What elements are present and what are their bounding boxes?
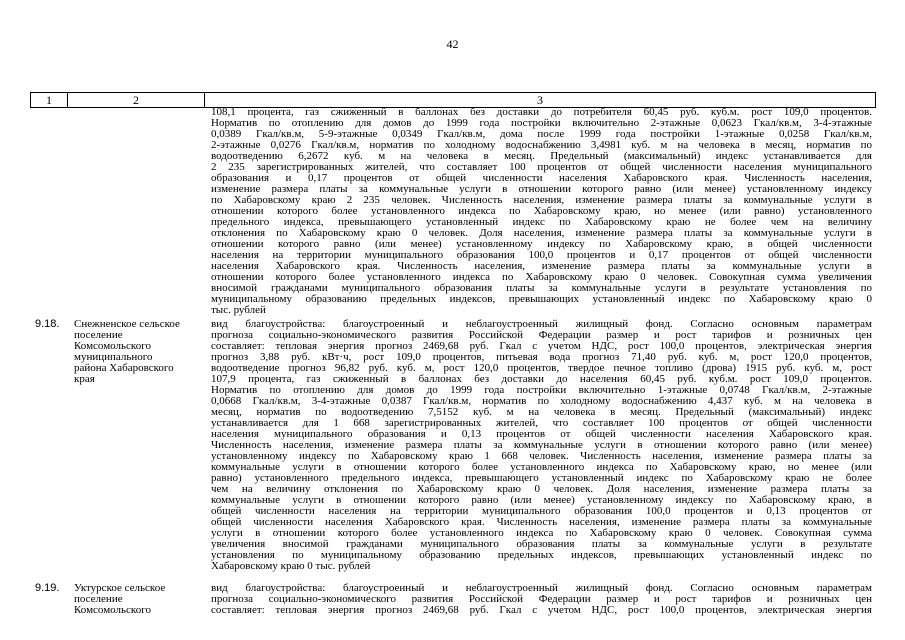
text-line: прогноза социально-экономического развития Российской Федерации размер и рост тарифов и розничных цен — [211, 330, 872, 341]
text-line: 0,0389 Гкал/кв.м, 5-9-этажные 0,0349 Гкал/кв.м, дома после 1999 года постройки 1-этажные 0,0258 Гкал/кв.м, — [211, 129, 872, 140]
text-line: Хабаровскому краю 0 тыс. рублей — [211, 561, 371, 572]
row-number: 9.18. — [35, 318, 60, 330]
text-line: отношении которого равно (или менее) установленному индексу по Хабаровскому краю, в общей численности — [211, 239, 872, 250]
table-header — [30, 92, 876, 108]
text-line: коммунальные услуги в отношении которого более установленного индекса по Хабаровскому краю, но менее (или — [211, 462, 872, 473]
text-line: Норматив по отоплению для домов до 1999 года постройки включительно 1-этажные 0,0748 Гкал/кв.м, 2-этажные — [211, 385, 872, 396]
text-line: 108,1 процента, газ сжиженный в баллонах без доставки до потребителя 60,45 руб. куб.м. рост 109,0 процентов. — [211, 107, 872, 118]
column-header-3: 3 — [205, 93, 876, 108]
text-line: устанавливается для 1 668 зарегистрированных жителей, что составляет 100 процентов от общей численности — [211, 418, 872, 429]
table-row-continuation — [30, 107, 875, 316]
name-line: муниципального — [74, 351, 153, 363]
text-line: водоотведение прогноз 96,82 руб. куб. м, рост 120,0 процентов, твердое печное топливо (дрова) 1915 руб. куб. м, рост — [211, 363, 872, 374]
name-line: поселение — [74, 593, 123, 605]
text-line: населения Хабаровского края. Численность населения, изменение размера платы за коммунальные услуги в — [211, 261, 872, 272]
text-line: вид благоустройства: благоустроенный и неблагоустроенный жилищный фонд. Согласно основным параметрам — [211, 583, 872, 594]
text-line: Норматив по отоплению для домов до 1999 года постройки включительно 2-этажные 0,0623 Гкал/кв.м, 3-4-этажные — [211, 118, 872, 129]
text-line: 2 235 зарегистрированных жителей, что составляет 100 процентов от общей численности населения муниципального — [211, 162, 872, 173]
page-number: 42 — [446, 37, 459, 51]
text-line: составляет: тепловая энергия прогноз 2469,68 руб. Гкал с учетом НДС, рост 100,0 процентов, электрическая энергия — [211, 605, 872, 616]
text-line: отношении которого более установленного индекса по Хабаровскому краю, но менее (или равно) установленного — [211, 206, 872, 217]
text-line: услуги в отношении которого более установленного индекса по Хабаровскому краю 0 человек. Совокупная сумма — [211, 528, 872, 539]
row-description — [211, 319, 872, 572]
municipality-name — [74, 583, 204, 616]
name-line: района Хабаровского — [74, 362, 174, 374]
text-line: общей численности населения Хабаровского края. Численность населения, изменение размера платы за коммунальные — [211, 517, 872, 528]
row-description — [211, 583, 872, 616]
text-line: чем на величину отклонения по Хабаровскому краю 0 человек. Доля населения, изменение размера платы за — [211, 484, 872, 495]
column-header-1: 1 — [31, 93, 68, 108]
text-line: водоотведению 6,2672 куб. м на человека в месяц. Предельный (максимальный) индекс устанавливается для — [211, 151, 872, 162]
row-description — [211, 107, 872, 316]
name-line: Снежненское сельское — [74, 318, 180, 330]
row-number: 9.19. — [35, 582, 60, 594]
text-line: изменение размера платы за коммунальные услуги в отношении которого равно (или менее) установленному индексу — [211, 184, 872, 195]
name-line: края — [74, 373, 95, 385]
text-line: муниципальному образованию предельных индексов, превышающих установленный индекс по Хабаровскому краю 0 — [211, 294, 872, 305]
text-line: увеличения вносимой гражданами муниципального образования платы за коммунальные услуги в результате — [211, 539, 872, 550]
text-line: установленному индексу по Хабаровскому краю 1 668 человек. Численность населения, изменение размера платы за — [211, 451, 872, 462]
name-line: Комсомольского — [74, 604, 151, 616]
name-line: Уктурское сельское — [74, 582, 166, 594]
text-line: общей численности населения на территории муниципального образования 100,0 процентов и 0,13 процентов от — [211, 506, 872, 517]
text-line: Численность населения, изменение размера платы за коммунальные услуги в отношении которого равно (или менее) — [211, 440, 872, 451]
text-line: тыс. рублей — [211, 305, 266, 316]
text-line: 107,9 процента, газ сжиженный в баллонах без доставки до населения 60,45 руб. куб.м. рост 109,0 процентов. — [211, 374, 872, 385]
table-row-9-18 — [30, 319, 875, 577]
text-line: составляет: тепловая энергия прогноз 2469,68 руб. Гкал с учетом НДС, рост 100,0 процентов, электрическая энергия — [211, 341, 872, 352]
text-line: 0,0668 Гкал/кв.м, 3-4-этажные 0,0387 Гкал/кв.м, норматив по холодному водоснабжению 4,437 куб. м на человека в — [211, 396, 872, 407]
text-line: вносимой гражданами муниципального образования платы за коммунальные услуги в результате установления по — [211, 283, 872, 294]
text-line: месяц, норматив по водоотведению 7,5152 куб. м на человека в месяц. Предельный (максимальный) индекс — [211, 407, 872, 418]
text-line: вид благоустройства: благоустроенный и неблагоустроенный жилищный фонд. Согласно основным параметрам — [211, 319, 872, 330]
column-header-2: 2 — [68, 93, 205, 108]
text-line: 2-этажные 0,0276 Гкал/кв.м, норматив по холодному водоснабжению 3,4981 куб. м на человека в месяц, норматив по — [211, 140, 872, 151]
text-line: предельного индекса, превышающего установленный индекс по Хабаровскому краю не более чем на величину — [211, 217, 872, 228]
table-row-9-19 — [30, 583, 875, 623]
text-line: коммунальные услуги в отношении которого равно (или менее) установленному индексу по Хабаровскому краю, в — [211, 495, 872, 506]
text-line: по Хабаровскому краю 2 235 человек. Численность населения, изменение размера платы за коммунальные услуги в — [211, 195, 872, 206]
text-line: отношении которого более установленного индекса по Хабаровскому краю 0 человек. Совокупная сумма увеличения — [211, 272, 872, 283]
text-line: равно) установленного предельного индекса, превышающего установленный индекс по Хабаровскому краю не более — [211, 473, 872, 484]
table-body — [30, 107, 875, 616]
municipality-name — [74, 319, 204, 385]
text-line: установления по муниципальному образованию предельных индексов, превышающих установленный индекс по — [211, 550, 872, 561]
text-line: прогноз 3,88 руб. кВт·ч, рост 109,0 процентов, питьевая вода прогноз 71,40 руб. куб. м, рост 120,0 процентов, — [211, 352, 872, 363]
text-line: прогноза социально-экономического развития Российской Федерации размер и рост тарифов и розничных цен — [211, 594, 872, 605]
text-line: образования и 0,17 процентов от общей численности населения Хабаровского края. Численность населения, — [211, 173, 872, 184]
text-line: населения муниципального образования и 0,13 процентов от общей численности населения Хабаровского края. — [211, 429, 872, 440]
text-line: населения на территории муниципального образования 100,0 процентов и 0,17 процентов от общей численности — [211, 250, 872, 261]
name-line: поселение — [74, 329, 123, 341]
name-line: Комсомольского — [74, 340, 151, 352]
text-line: отклонения по Хабаровскому краю 0 человек. Доля населения, изменение размера платы за коммунальные услуги в — [211, 228, 872, 239]
